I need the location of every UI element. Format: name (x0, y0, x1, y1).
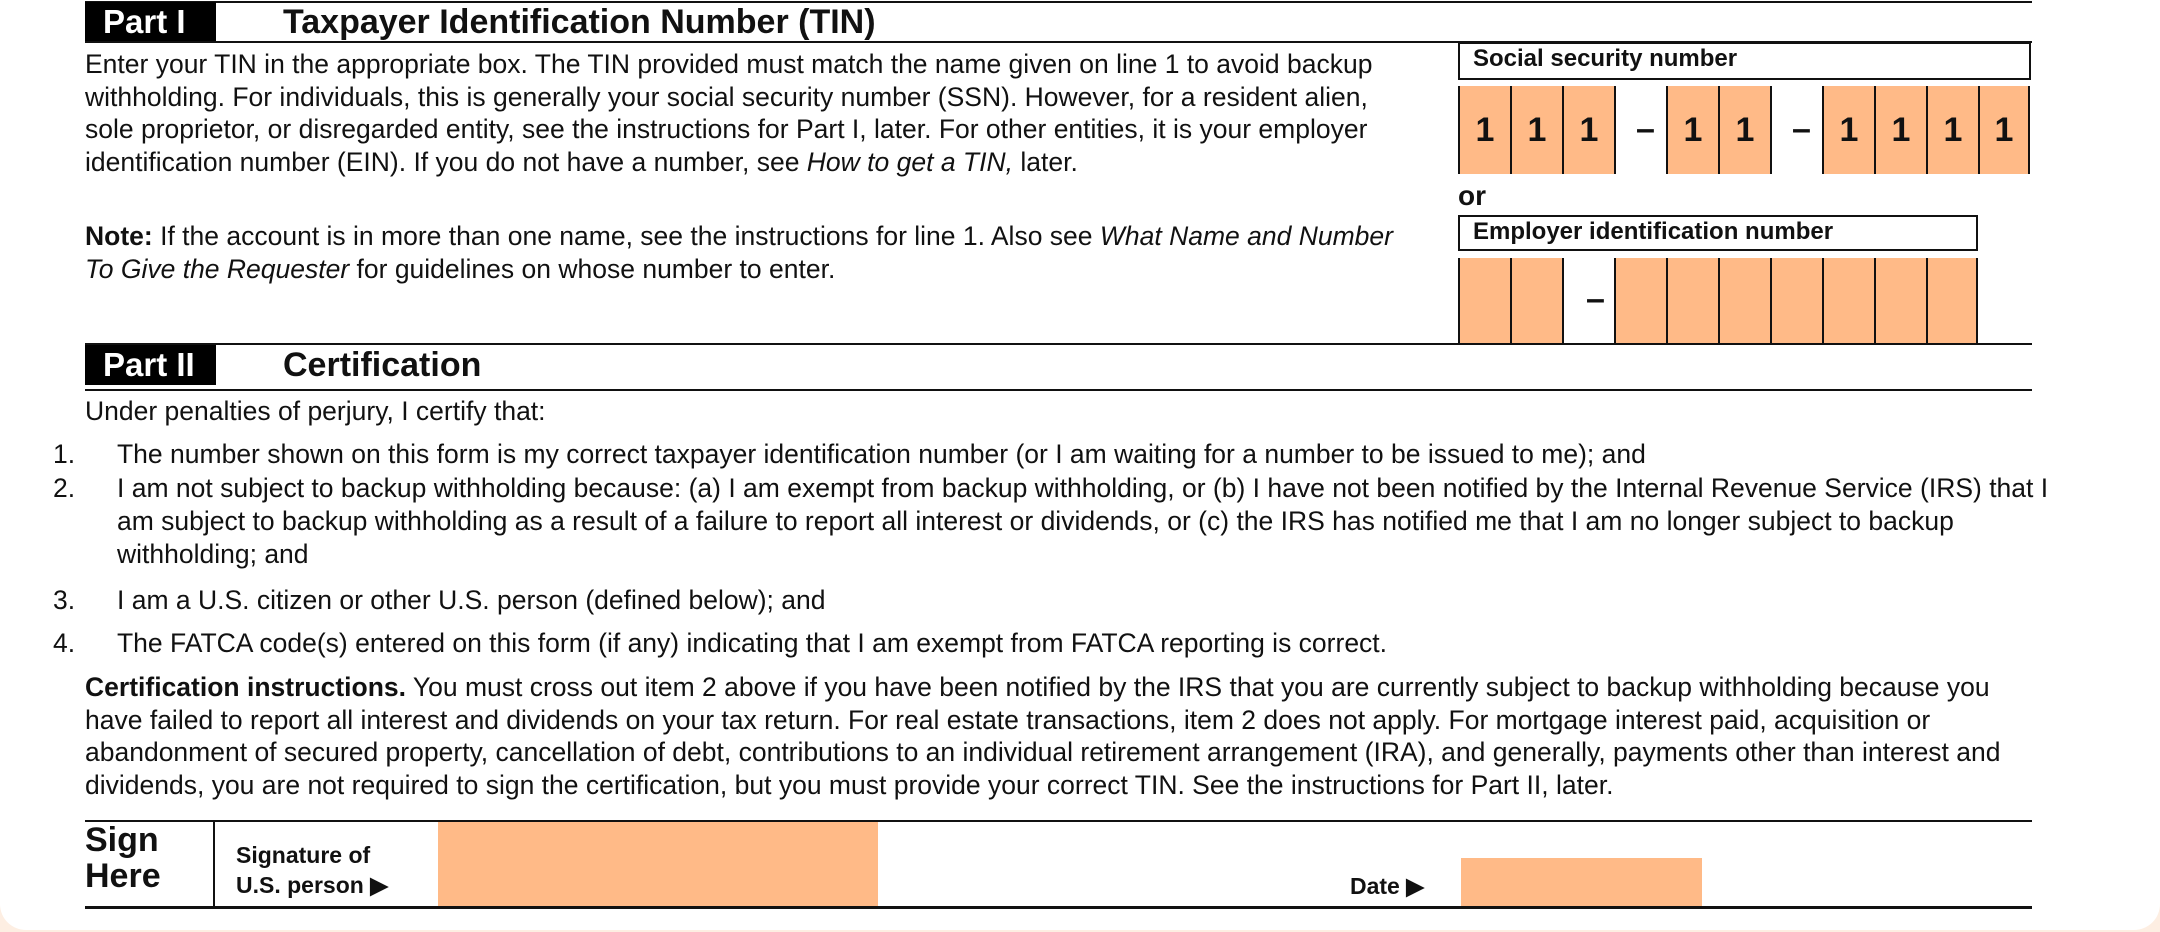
cert-item-1 (53, 438, 2062, 471)
here-word: Here (85, 857, 161, 895)
note-text: If the account is in more than one name, see the instructions for line 1. Also see (152, 221, 1100, 251)
cert-item-2 (53, 472, 2062, 571)
cert-instructions-label: Certification instructions. (85, 672, 406, 702)
certify-lead: Under penalties of perjury, I certify that: (85, 396, 546, 426)
ssn-digit-3[interactable]: 1 (1562, 86, 1614, 174)
ssn-digit-2[interactable]: 1 (1510, 86, 1562, 174)
part2-header-rule (85, 389, 2032, 391)
ssn-digit-9[interactable]: 1 (1978, 86, 2030, 174)
ein-dash: – (1586, 280, 1605, 318)
note-text-end: for guidelines on whose number to enter. (349, 253, 836, 284)
sign-divider (213, 822, 215, 906)
ein-field[interactable] (1458, 258, 1982, 344)
tin-note (85, 220, 1420, 285)
cert-item-1-num: 1. (53, 439, 76, 469)
cert-item-4-text: The FATCA code(s) entered on this form (if any) indicating that I am exempt from FATCA reporting is correct. (117, 628, 1388, 658)
ein-digit-1[interactable] (1458, 258, 1510, 344)
or-label: or (1458, 180, 1486, 211)
ein-digit-5[interactable] (1718, 258, 1770, 344)
ssn-digit-5[interactable]: 1 (1718, 86, 1770, 174)
cert-item-3-num: 3. (53, 585, 76, 615)
ssn-digit-6[interactable]: 1 (1822, 86, 1874, 174)
cert-item-3 (53, 584, 2062, 617)
certification-instructions (85, 671, 2030, 801)
signature-label-line1: Signature of (236, 842, 371, 868)
ssn-label: Social security number (1458, 42, 2031, 80)
note-label: Note: (85, 221, 153, 251)
sign-here-label (85, 822, 161, 894)
part2-title: Certification (283, 346, 482, 384)
ssn-dash-1: – (1636, 110, 1655, 148)
cert-instructions-text: You must cross out item 2 above if you have been notified by the IRS that you are currently subject to backup withholding because you have failed to report all interest and dividends on your tax return. For real estate transactions, item 2 does not apply. For mortgage interest paid, acquisition or abandonment of secured property, cancellation of debt, contributions to an individual retirement arrangement (IRA), and generally, payments other than interest and dividends, you are not required to sign the certification, but you must provide your correct TIN. See the instructions for Part II, later. (85, 672, 2001, 800)
cert-item-4-num: 4. (53, 628, 76, 658)
cert-item-2-num: 2. (53, 473, 76, 503)
ssn-dash-2: – (1792, 110, 1811, 148)
ssn-digit-8[interactable]: 1 (1926, 86, 1978, 174)
ein-digit-6[interactable] (1770, 258, 1822, 344)
date-field[interactable] (1461, 858, 1702, 906)
ssn-group-end (1770, 86, 1772, 174)
ein-digit-2[interactable] (1510, 258, 1562, 344)
ssn-field[interactable] (1458, 86, 2034, 174)
sign-word: Sign (85, 821, 159, 859)
ein-digit-9[interactable] (1926, 258, 1978, 344)
tin-instructions (85, 48, 1420, 178)
cert-item-1-text: The number shown on this form is my correct taxpayer identification number (or I am waiting for a number to be issued to me); and (117, 439, 1646, 469)
date-label: Date ▶ (1350, 873, 1424, 899)
signature-label-line2: U.S. person ▶ (236, 872, 388, 898)
signature-label (236, 840, 388, 900)
sign-top-rule (85, 820, 2032, 822)
ssn-digit-4[interactable]: 1 (1666, 86, 1718, 174)
part2-tag: Part II (85, 345, 216, 385)
cert-item-2-text: I am not subject to backup withholding because: (a) I am exempt from backup withholding, or (b) I have not been notified by the Internal Revenue Service (IRS) that I am subject to backup withholding as a result of a failure to report all interest or dividends, or (c) the IRS has notified me that I am no longer subject to backup withholding; and (117, 473, 2049, 569)
ein-group-end (1562, 258, 1564, 344)
ein-digit-3[interactable] (1614, 258, 1666, 344)
part1-tag: Part I (85, 2, 216, 42)
signature-field[interactable] (438, 822, 878, 906)
tin-instructions-text: Enter your TIN in the appropriate box. The TIN provided must match the name given on line 1 to avoid backup withholding. For individuals, this is generally your social security number (SSN). However, for a resident alien, sole proprietor, or disregarded entity, see the instructions for Part I, later. For other entities, it is your employer identification number (EIN). If you do not have a number, see (85, 49, 1373, 177)
cert-item-3-text: I am a U.S. citizen or other U.S. person (defined below); and (117, 585, 826, 615)
what-name-ref: What Name and Number To Give the Requester (85, 221, 1393, 284)
ssn-digit-7[interactable]: 1 (1874, 86, 1926, 174)
ein-digit-4[interactable] (1666, 258, 1718, 344)
sign-bottom-rule (85, 906, 2032, 909)
part1-title: Taxpayer Identification Number (TIN) (283, 3, 876, 41)
ssn-digit-1[interactable]: 1 (1458, 86, 1510, 174)
ein-digit-7[interactable] (1822, 258, 1874, 344)
ein-label: Employer identification number (1458, 215, 1978, 251)
ssn-group-end (1614, 86, 1616, 174)
how-to-get-tin-ref: How to get a TIN, (806, 146, 1013, 177)
tin-instructions-end: later. (1013, 146, 1078, 177)
ein-digit-8[interactable] (1874, 258, 1926, 344)
cert-item-4 (53, 627, 2062, 660)
